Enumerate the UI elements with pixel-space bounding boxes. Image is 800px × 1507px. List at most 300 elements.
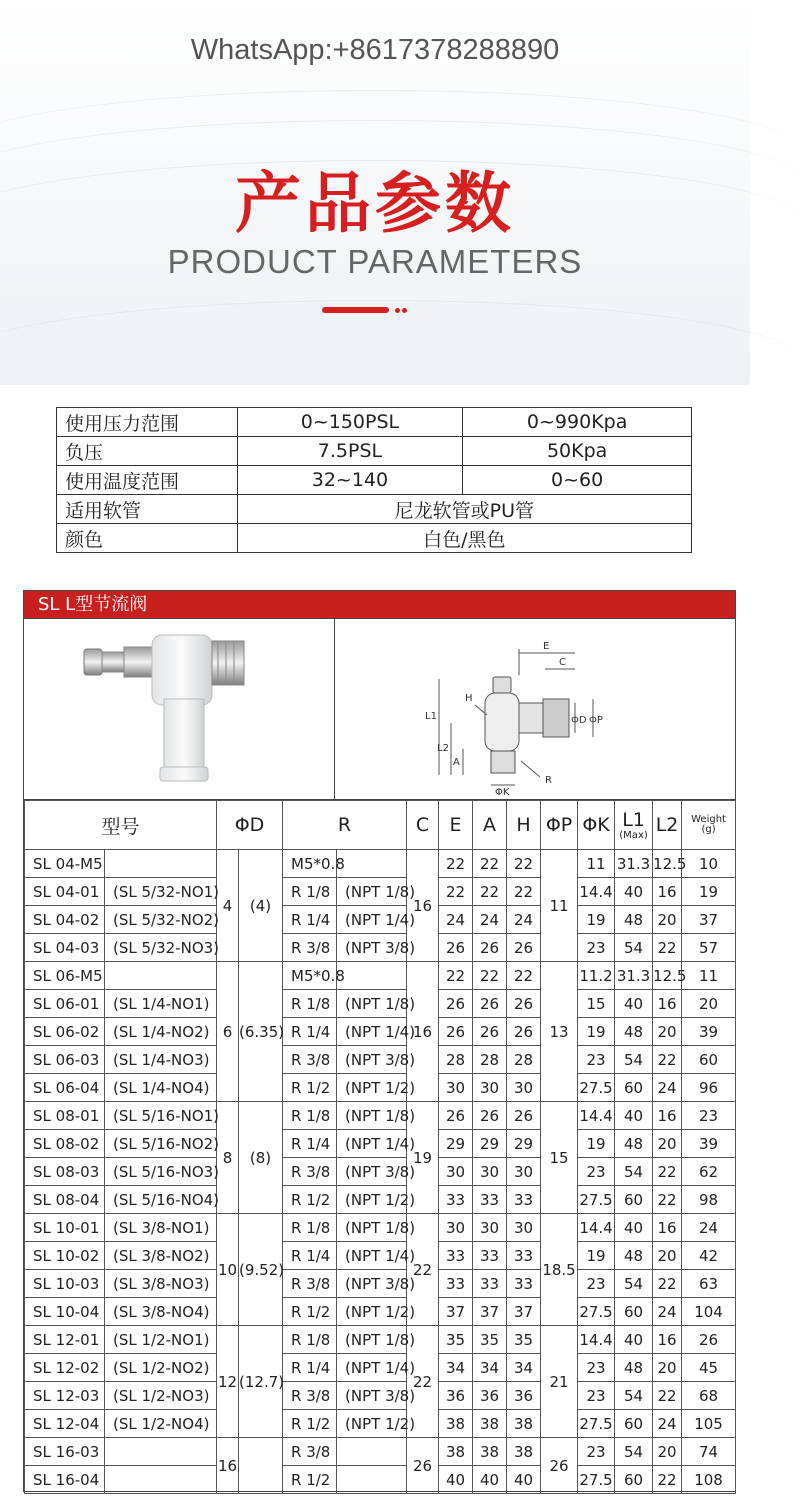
a-cell: 40	[473, 1466, 507, 1494]
thread-npt-cell: (NPT 3/8)	[337, 1046, 407, 1074]
l2-cell: 22	[653, 1466, 682, 1494]
weight-cell: 68	[682, 1382, 736, 1410]
param-label: 颜色	[57, 524, 238, 553]
l1-cell: 54	[615, 1438, 653, 1466]
spec-header-row	[25, 801, 736, 850]
l1-cell: 48	[615, 1018, 653, 1046]
weight-cell: 26	[682, 1326, 736, 1354]
param-label: 使用温度范围	[57, 466, 238, 495]
h-cell: 24	[507, 906, 541, 934]
model-cell: SL 06-M5	[25, 962, 105, 990]
product-photo	[24, 619, 335, 799]
weight-cell: 60	[682, 1046, 736, 1074]
e-cell: 33	[439, 1186, 473, 1214]
h-cell: 34	[507, 1354, 541, 1382]
weight-cell: 98	[682, 1186, 736, 1214]
thread-npt-cell: (NPT 3/8)	[337, 1270, 407, 1298]
alt-model-cell: (SL 1/2-NO4)	[105, 1410, 217, 1438]
phi-k-cell: 27.5	[578, 1186, 615, 1214]
dim-label-l2: L2	[437, 743, 449, 754]
model-cell: SL 12-03	[25, 1382, 105, 1410]
background-wave	[0, 300, 800, 421]
weight-cell: 11	[682, 962, 736, 990]
phi-d-inch-cell: (9.52)	[239, 1214, 283, 1326]
a-cell: 30	[473, 1074, 507, 1102]
model-cell: SL 16-04	[25, 1466, 105, 1494]
phi-k-cell: 23	[578, 1270, 615, 1298]
phi-k-cell: 27.5	[578, 1074, 615, 1102]
l2-cell: 20	[653, 1354, 682, 1382]
phi-d-inch-cell: (6.35)	[239, 962, 283, 1102]
a-cell: 22	[473, 850, 507, 878]
spec-panel	[23, 590, 736, 1492]
phi-k-cell: 14.4	[578, 1102, 615, 1130]
dim-label-c: C	[559, 657, 566, 668]
weight-cell: 19	[682, 878, 736, 906]
h-cell: 33	[507, 1270, 541, 1298]
model-cell: SL 10-04	[25, 1298, 105, 1326]
phi-k-cell: 27.5	[578, 1298, 615, 1326]
l1-cell: 60	[615, 1410, 653, 1438]
l1-cell: 48	[615, 1242, 653, 1270]
a-cell: 24	[473, 906, 507, 934]
alt-model-cell	[105, 850, 217, 878]
param-value-psi: 7.5PSL	[237, 437, 463, 466]
thread-r-cell: R 1/4	[283, 1354, 337, 1382]
weight-cell: 39	[682, 1018, 736, 1046]
model-cell: SL 06-02	[25, 1018, 105, 1046]
weight-cell: 108	[682, 1466, 736, 1494]
param-label: 适用软管	[57, 495, 238, 524]
h-cell: 26	[507, 1102, 541, 1130]
alt-model-cell: (SL 1/2-NO3)	[105, 1382, 217, 1410]
l1-cell: 48	[615, 906, 653, 934]
e-cell: 26	[439, 934, 473, 962]
weight-cell: 62	[682, 1158, 736, 1186]
l1-cell: 40	[615, 1326, 653, 1354]
col-header-model: 型号	[25, 801, 217, 850]
phi-d-cell: 6	[217, 962, 239, 1102]
dim-label-e: E	[543, 641, 550, 652]
param-value: 尼龙软管或PU管	[237, 495, 691, 524]
l1-cell: 60	[615, 1186, 653, 1214]
l1-cell: 48	[615, 1130, 653, 1158]
thread-npt-cell: (NPT 1/8)	[337, 878, 407, 906]
alt-model-cell: (SL 5/32-NO3)	[105, 934, 217, 962]
h-cell: 22	[507, 962, 541, 990]
e-cell: 26	[439, 990, 473, 1018]
a-cell: 26	[473, 990, 507, 1018]
thread-npt-cell: (NPT 1/2)	[337, 1186, 407, 1214]
e-cell: 29	[439, 1130, 473, 1158]
alt-model-cell: (SL 3/8-NO2)	[105, 1242, 217, 1270]
a-cell: 30	[473, 1158, 507, 1186]
a-cell: 34	[473, 1354, 507, 1382]
thread-npt-cell	[337, 850, 407, 878]
c-cell: 22	[407, 1214, 439, 1326]
alt-model-cell: (SL 1/4-NO2)	[105, 1018, 217, 1046]
c-cell: 26	[407, 1438, 439, 1494]
alt-model-cell	[105, 1466, 217, 1494]
alt-model-cell: (SL 5/16-NO2)	[105, 1130, 217, 1158]
table-row	[25, 1130, 736, 1158]
alt-model-cell: (SL 3/8-NO3)	[105, 1270, 217, 1298]
phi-d-cell: 16	[217, 1438, 239, 1494]
phi-k-cell: 14.4	[578, 1214, 615, 1242]
thread-npt-cell: (NPT 1/4)	[337, 1354, 407, 1382]
table-row	[57, 437, 692, 466]
thread-r-cell: R 3/8	[283, 1382, 337, 1410]
e-cell: 33	[439, 1270, 473, 1298]
phi-d-inch-cell	[239, 1438, 283, 1494]
l1-cell: 54	[615, 1382, 653, 1410]
table-row	[25, 1018, 736, 1046]
alt-model-cell: (SL 5/16-NO3)	[105, 1158, 217, 1186]
a-cell: 33	[473, 1242, 507, 1270]
table-row	[25, 934, 736, 962]
l2-cell: 16	[653, 1102, 682, 1130]
col-header-l2: L2	[653, 801, 682, 850]
thread-r-cell: R 1/8	[283, 1214, 337, 1242]
phi-k-cell: 19	[578, 1018, 615, 1046]
dim-label-h: H	[465, 693, 473, 704]
model-cell: SL 06-01	[25, 990, 105, 1018]
model-cell: SL 10-02	[25, 1242, 105, 1270]
col-header-a: A	[473, 801, 507, 850]
l2-cell: 16	[653, 1326, 682, 1354]
alt-model-cell: (SL 5/32-NO1)	[105, 878, 217, 906]
phi-d-cell: 10	[217, 1214, 239, 1326]
col-header-d: ΦD	[217, 801, 283, 850]
l1-cell: 54	[615, 1158, 653, 1186]
dim-label-r: R	[545, 775, 552, 786]
model-cell: SL 04-03	[25, 934, 105, 962]
model-cell: SL 12-04	[25, 1410, 105, 1438]
weight-cell: 57	[682, 934, 736, 962]
model-cell: SL 08-04	[25, 1186, 105, 1214]
alt-model-cell: (SL 5/32-NO2)	[105, 906, 217, 934]
h-cell: 33	[507, 1242, 541, 1270]
table-row	[25, 1438, 736, 1466]
weight-cell: 39	[682, 1130, 736, 1158]
param-value-psi: 0~150PSL	[237, 408, 463, 437]
col-header-k: ΦK	[578, 801, 615, 850]
a-cell: 28	[473, 1046, 507, 1074]
e-cell: 30	[439, 1158, 473, 1186]
model-cell: SL 10-03	[25, 1270, 105, 1298]
table-row	[25, 962, 736, 990]
whatsapp-contact: WhatsApp:+8617378288890	[190, 34, 560, 66]
thread-r-cell: R 1/8	[283, 1326, 337, 1354]
e-cell: 24	[439, 906, 473, 934]
a-cell: 30	[473, 1214, 507, 1242]
weight-cell: 20	[682, 990, 736, 1018]
thread-r-cell: R 1/8	[283, 990, 337, 1018]
col-header-p: ΦP	[541, 801, 578, 850]
e-cell: 35	[439, 1326, 473, 1354]
l1-cell: 54	[615, 934, 653, 962]
model-cell: SL 04-02	[25, 906, 105, 934]
table-row	[25, 1074, 736, 1102]
phi-d-cell: 12	[217, 1326, 239, 1438]
parameter-table	[56, 407, 692, 553]
phi-d-cell: 4	[217, 850, 239, 962]
table-row	[57, 524, 692, 553]
thread-r-cell: R 1/4	[283, 906, 337, 934]
phi-k-cell: 23	[578, 1046, 615, 1074]
col-header-c: C	[407, 801, 439, 850]
e-cell: 40	[439, 1466, 473, 1494]
l1-cell: 31.3	[615, 850, 653, 878]
alt-model-cell: (SL 3/8-NO1)	[105, 1214, 217, 1242]
thread-r-cell: R 1/2	[283, 1298, 337, 1326]
phi-k-cell: 19	[578, 906, 615, 934]
phi-d-inch-cell: (4)	[239, 850, 283, 962]
table-row	[25, 1298, 736, 1326]
l2-cell: 16	[653, 990, 682, 1018]
l1-cell: 60	[615, 1298, 653, 1326]
table-row	[57, 408, 692, 437]
e-cell: 26	[439, 1018, 473, 1046]
thread-npt-cell: (NPT 1/8)	[337, 1102, 407, 1130]
model-cell: SL 16-03	[25, 1438, 105, 1466]
h-cell: 22	[507, 878, 541, 906]
l2-cell: 20	[653, 1438, 682, 1466]
spec-images	[24, 618, 735, 800]
model-cell: SL 08-03	[25, 1158, 105, 1186]
thread-npt-cell: (NPT 1/4)	[337, 1130, 407, 1158]
h-cell: 38	[507, 1410, 541, 1438]
param-value-c: 0~60	[463, 466, 692, 495]
e-cell: 22	[439, 962, 473, 990]
h-cell: 30	[507, 1074, 541, 1102]
alt-model-cell: (SL 1/4-NO1)	[105, 990, 217, 1018]
a-cell: 37	[473, 1298, 507, 1326]
l1-cell: 54	[615, 1270, 653, 1298]
phi-k-cell: 14.4	[578, 878, 615, 906]
table-row	[25, 1046, 736, 1074]
e-cell: 26	[439, 1102, 473, 1130]
dim-label-a: A	[453, 757, 460, 768]
model-cell: SL 06-04	[25, 1074, 105, 1102]
thread-r-cell: R 3/8	[283, 1270, 337, 1298]
alt-model-cell	[105, 1438, 217, 1466]
hero-banner	[0, 0, 750, 385]
l1-cell: 40	[615, 878, 653, 906]
weight-cell: 45	[682, 1354, 736, 1382]
thread-npt-cell	[337, 1438, 407, 1466]
h-cell: 40	[507, 1466, 541, 1494]
col-header-l1	[615, 801, 653, 850]
phi-p-cell: 26	[541, 1438, 578, 1494]
h-cell: 22	[507, 850, 541, 878]
e-cell: 38	[439, 1438, 473, 1466]
table-row	[25, 850, 736, 878]
e-cell: 28	[439, 1046, 473, 1074]
phi-k-cell: 15	[578, 990, 615, 1018]
param-value-kpa: 50Kpa	[463, 437, 692, 466]
model-cell: SL 10-01	[25, 1214, 105, 1242]
phi-k-cell: 23	[578, 1438, 615, 1466]
title-divider	[322, 306, 422, 314]
page-title-en: PRODUCT PARAMETERS	[167, 243, 583, 280]
phi-k-cell: 27.5	[578, 1410, 615, 1438]
phi-k-cell: 19	[578, 1242, 615, 1270]
param-label: 使用压力范围	[57, 408, 238, 437]
dimension-diagram	[335, 619, 735, 799]
phi-k-cell: 23	[578, 1158, 615, 1186]
e-cell: 22	[439, 850, 473, 878]
l2-cell: 20	[653, 1242, 682, 1270]
h-cell: 38	[507, 1438, 541, 1466]
c-cell: 22	[407, 1326, 439, 1438]
l2-cell: 22	[653, 1186, 682, 1214]
col-header-h: H	[507, 801, 541, 850]
thread-npt-cell	[337, 962, 407, 990]
l1-cell: 60	[615, 1074, 653, 1102]
model-cell: SL 08-02	[25, 1130, 105, 1158]
alt-model-cell: (SL 5/16-NO4)	[105, 1186, 217, 1214]
h-cell: 26	[507, 1018, 541, 1046]
param-value-kpa: 0~990Kpa	[463, 408, 692, 437]
model-cell: SL 04-M5	[25, 850, 105, 878]
l2-cell: 24	[653, 1298, 682, 1326]
alt-model-cell: (SL 1/2-NO2)	[105, 1354, 217, 1382]
model-cell: SL 12-02	[25, 1354, 105, 1382]
e-cell: 37	[439, 1298, 473, 1326]
dim-label-phik: ΦK	[495, 787, 510, 798]
thread-r-cell: R 3/8	[283, 1158, 337, 1186]
phi-p-cell: 21	[541, 1326, 578, 1438]
phi-p-cell: 18.5	[541, 1214, 578, 1326]
thread-r-cell: R 1/2	[283, 1186, 337, 1214]
col-header-weight-label: Weight	[691, 814, 726, 825]
thread-npt-cell: (NPT 1/2)	[337, 1410, 407, 1438]
thread-npt-cell: (NPT 1/8)	[337, 1214, 407, 1242]
table-row	[25, 1186, 736, 1214]
a-cell: 26	[473, 1018, 507, 1046]
l2-cell: 24	[653, 1074, 682, 1102]
a-cell: 26	[473, 1102, 507, 1130]
h-cell: 26	[507, 990, 541, 1018]
a-cell: 36	[473, 1382, 507, 1410]
a-cell: 26	[473, 934, 507, 962]
l2-cell: 22	[653, 1046, 682, 1074]
model-cell: SL 08-01	[25, 1102, 105, 1130]
phi-k-cell: 23	[578, 1354, 615, 1382]
weight-cell: 24	[682, 1214, 736, 1242]
a-cell: 38	[473, 1410, 507, 1438]
phi-k-cell: 19	[578, 1130, 615, 1158]
l1-cell: 40	[615, 1214, 653, 1242]
thread-r-cell: R 1/2	[283, 1466, 337, 1494]
thread-r-cell: R 1/4	[283, 1242, 337, 1270]
model-cell: SL 12-01	[25, 1326, 105, 1354]
e-cell: 36	[439, 1382, 473, 1410]
alt-model-cell: (SL 1/2-NO1)	[105, 1326, 217, 1354]
thread-npt-cell: (NPT 1/4)	[337, 1242, 407, 1270]
phi-p-cell: 15	[541, 1102, 578, 1214]
model-cell: SL 04-01	[25, 878, 105, 906]
h-cell: 26	[507, 934, 541, 962]
table-row	[25, 990, 736, 1018]
phi-d-cell: 8	[217, 1102, 239, 1214]
c-cell: 19	[407, 1102, 439, 1214]
weight-cell: 63	[682, 1270, 736, 1298]
alt-model-cell: (SL 1/4-NO4)	[105, 1074, 217, 1102]
l1-cell: 31.3	[615, 962, 653, 990]
phi-k-cell: 23	[578, 1382, 615, 1410]
h-cell: 37	[507, 1298, 541, 1326]
table-row	[25, 1270, 736, 1298]
thread-r-cell: R 1/2	[283, 1074, 337, 1102]
phi-k-cell: 14.4	[578, 1326, 615, 1354]
param-label: 负压	[57, 437, 238, 466]
l2-cell: 22	[653, 1270, 682, 1298]
phi-k-cell: 11.2	[578, 962, 615, 990]
table-row	[25, 1382, 736, 1410]
l1-cell: 48	[615, 1354, 653, 1382]
alt-model-cell	[105, 962, 217, 990]
h-cell: 33	[507, 1186, 541, 1214]
dim-label-l1: L1	[425, 711, 437, 722]
l2-cell: 22	[653, 934, 682, 962]
table-row	[57, 466, 692, 495]
phi-k-cell: 11	[578, 850, 615, 878]
dim-label-phip: ΦP	[589, 715, 603, 726]
thread-npt-cell: (NPT 1/4)	[337, 906, 407, 934]
spec-table	[24, 800, 736, 1494]
thread-npt-cell: (NPT 3/8)	[337, 1158, 407, 1186]
table-row	[25, 1326, 736, 1354]
weight-cell: 42	[682, 1242, 736, 1270]
c-cell: 16	[407, 850, 439, 962]
e-cell: 33	[439, 1242, 473, 1270]
col-header-l1-sub: (Max)	[619, 830, 648, 841]
table-row	[25, 1354, 736, 1382]
thread-r-cell: M5*0.8	[283, 962, 337, 990]
h-cell: 30	[507, 1158, 541, 1186]
thread-npt-cell	[337, 1466, 407, 1494]
l2-cell: 12.5	[653, 962, 682, 990]
a-cell: 29	[473, 1130, 507, 1158]
dim-label-phid: ΦD	[571, 715, 587, 726]
l2-cell: 16	[653, 878, 682, 906]
col-header-r: R	[283, 801, 407, 850]
a-cell: 33	[473, 1270, 507, 1298]
thread-npt-cell: (NPT 3/8)	[337, 1382, 407, 1410]
l2-cell: 22	[653, 1382, 682, 1410]
thread-npt-cell: (NPT 1/2)	[337, 1298, 407, 1326]
thread-npt-cell: (NPT 3/8)	[337, 934, 407, 962]
table-row	[25, 1242, 736, 1270]
thread-r-cell: R 3/8	[283, 934, 337, 962]
weight-cell: 37	[682, 906, 736, 934]
weight-cell: 23	[682, 1102, 736, 1130]
l1-cell: 40	[615, 990, 653, 1018]
a-cell: 35	[473, 1326, 507, 1354]
phi-d-inch-cell: (12.7)	[239, 1326, 283, 1438]
col-header-l1-label: L1	[622, 809, 645, 831]
h-cell: 35	[507, 1326, 541, 1354]
col-header-weight-sub: (g)	[701, 824, 716, 835]
e-cell: 34	[439, 1354, 473, 1382]
table-row	[25, 1466, 736, 1494]
l2-cell: 12.5	[653, 850, 682, 878]
param-value: 白色/黑色	[237, 524, 691, 553]
page-title-cn: 产品参数	[235, 165, 515, 242]
weight-cell: 74	[682, 1438, 736, 1466]
